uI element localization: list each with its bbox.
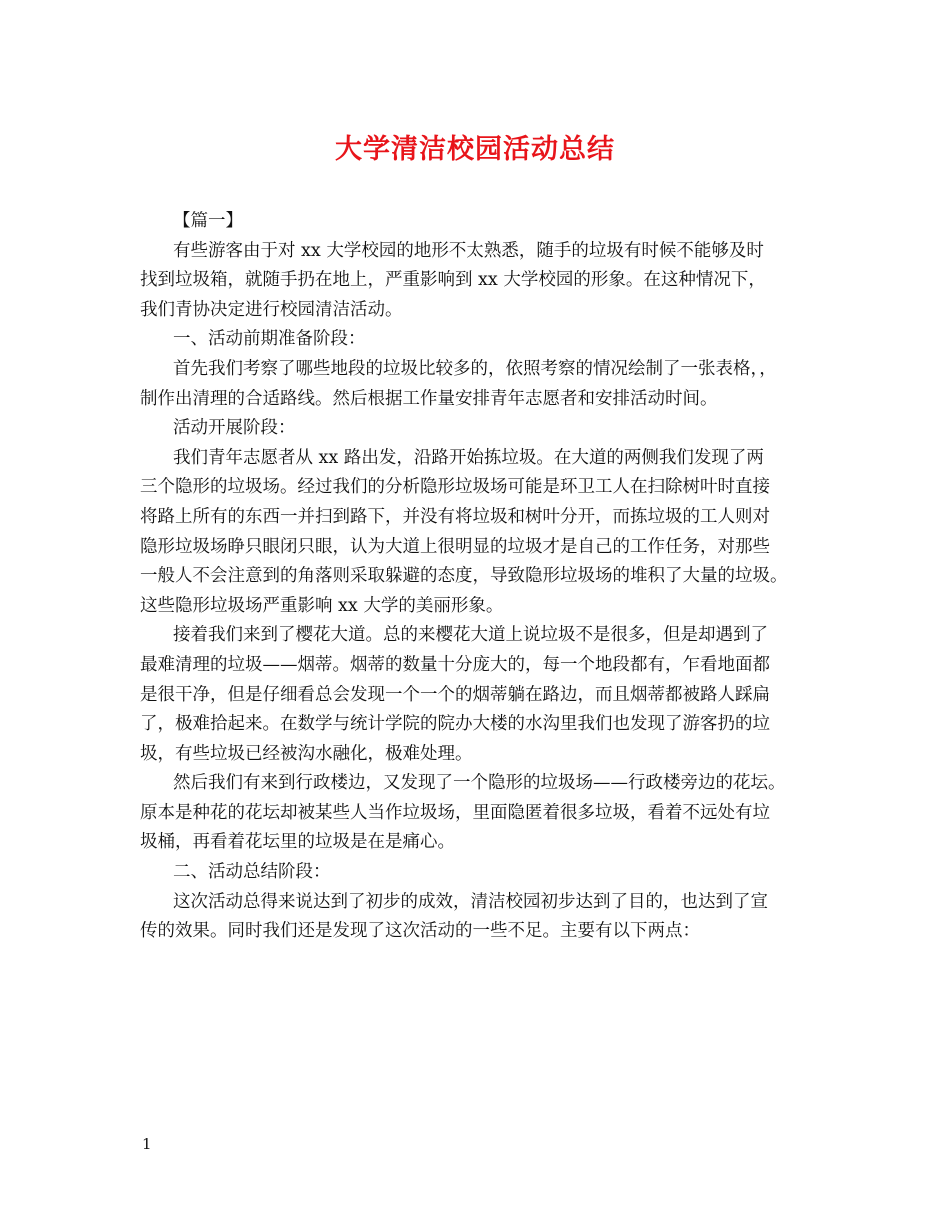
paragraph-line: 最难清理的垃圾——烟蒂。烟蒂的数量十分庞大的，每一个地段都有，乍看地面都 [140,654,770,675]
paragraph-line: 制作出清理的合适路线。然后根据工作量安排青年志愿者和安排活动时间。 [140,388,718,409]
paragraph-line: 隐形垃圾场睁只眼闭只眼，认为大道上很明显的垃圾才是自己的工作任务，对那些 [140,536,770,557]
paragraph-line: 圾，有些垃圾已经被沟水融化，极难处理。 [140,743,473,764]
paragraph-line: 找到垃圾箱，就随手扔在地上，严重影响到 xx 大学校园的形象。在这种情况下， [140,270,766,291]
paragraph-line: 接着我们来到了樱花大道。总的来樱花大道上说垃圾不是很多，但是却遇到了 [173,625,768,646]
paragraph-line: 了，极难拾起来。在数学与统计学院的院办大楼的水沟里我们也发现了游客扔的垃 [140,714,770,735]
paragraph-line: 首先我们考察了哪些地段的垃圾比较多的，依照考察的情况绘制了一张表格，， [173,358,777,379]
section-heading-activity: 活动开展阶段： [173,418,296,439]
paragraph-line: 然后我们有来到行政楼边，又发现了一个隐形的垃圾场——行政楼旁边的花坛。 [173,773,786,794]
section-heading-preparation: 一、活动前期准备阶段： [173,329,366,350]
section-heading-summary: 二、活动总结阶段： [173,862,331,883]
paragraph-line: 这次活动总得来说达到了初步的成效，清洁校园初步达到了目的，也达到了宣 [173,891,768,912]
section-heading-part-one: 【篇一】 [173,211,243,231]
paragraph-line: 一般人不会注意到的角落则采取躲避的态度，导致隐形垃圾场的堆积了大量的垃圾。 [140,566,788,587]
page-number: 1 [142,1135,152,1153]
paragraph-line: 有些游客由于对 xx 大学校园的地形不太熟悉，随手的垃圾有时候不能够及时 [173,240,764,261]
paragraph-line: 将路上所有的东西一并扫到路下，并没有将垃圾和树叶分开，而拣垃圾的工人则对 [140,506,770,527]
document-body [140,207,830,947]
paragraph-line: 三个隐形的垃圾场。经过我们的分析隐形垃圾场可能是环卫工人在扫除树叶时直接 [140,477,770,498]
paragraph-line: 传的效果。同时我们还是发现了这次活动的一些不足。主要有以下两点： [140,921,700,942]
paragraph-line: 我们青协决定进行校园清洁活动。 [140,299,403,320]
paragraph-line: 我们青年志愿者从 xx 路出发，沿路开始拣垃圾。在大道的两侧我们发现了两 [173,447,764,468]
paragraph-line: 原本是种花的花坛却被某些人当作垃圾场，里面隐匿着很多垃圾，看着不远处有垃 [140,802,770,823]
paragraph-line: 是很干净，但是仔细看总会发现一个一个的烟蒂躺在路边，而且烟蒂都被路人踩扁 [140,684,770,705]
paragraph-line: 圾桶，再看着花坛里的垃圾是在是痛心。 [140,832,455,853]
document-title: 大学清洁校园活动总结 [335,134,615,165]
paragraph-line: 这些隐形垃圾场严重影响 xx 大学的美丽形象。 [140,595,504,616]
